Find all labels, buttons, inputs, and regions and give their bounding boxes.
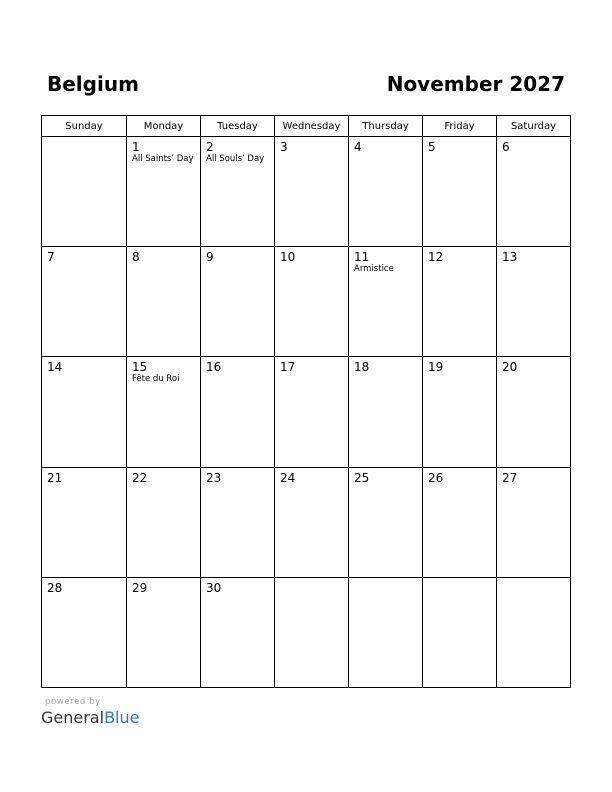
footer: [41, 697, 139, 728]
day-number: 13: [502, 250, 518, 265]
day-number: 8: [132, 250, 140, 265]
weekday-header-row: [42, 116, 571, 137]
holiday-label: Armistice: [354, 264, 394, 275]
day-number: [275, 578, 348, 581]
day-number: 30: [206, 580, 222, 595]
day-number: 17: [280, 360, 296, 375]
day-cell: [275, 357, 349, 467]
day-number: 18: [354, 360, 370, 375]
day-number: 19: [428, 360, 444, 375]
weekday-header: Tuesday: [201, 116, 275, 137]
day-cell: [349, 247, 423, 357]
day-cell: [275, 577, 349, 687]
day-cell: [349, 467, 423, 577]
day-number: 11: [354, 250, 370, 265]
day-cell: [201, 577, 275, 687]
day-number: 2: [206, 140, 214, 154]
country-title: Belgium: [47, 72, 139, 96]
day-cell: [275, 467, 349, 577]
day-cell: [201, 357, 275, 467]
day-cell: [497, 357, 571, 467]
day-number: 26: [428, 470, 444, 485]
day-cell: [42, 467, 127, 577]
day-number: 4: [354, 140, 362, 154]
day-number: 27: [502, 470, 518, 485]
weekday-header: Wednesday: [275, 116, 349, 137]
day-cell: [127, 137, 201, 247]
holiday-label: Fête du Roi: [132, 374, 180, 385]
day-number: 14: [47, 360, 63, 375]
day-number: 16: [206, 360, 222, 375]
day-cell: [275, 137, 349, 247]
day-number: 23: [206, 470, 222, 485]
day-number: 5: [428, 140, 436, 154]
holiday-label: All Saints’ Day: [132, 154, 194, 164]
day-number: [423, 578, 496, 581]
day-number: 24: [280, 470, 296, 485]
day-cell: [497, 137, 571, 247]
day-cell: [349, 137, 423, 247]
day-cell: [349, 357, 423, 467]
weekday-header: Monday: [127, 116, 201, 137]
week-row: [42, 467, 571, 577]
day-number: 3: [280, 140, 288, 154]
day-cell: [127, 357, 201, 467]
day-cell: [127, 467, 201, 577]
day-cell: [275, 247, 349, 357]
logo-word-blue: Blue: [104, 708, 140, 727]
day-number: 10: [280, 250, 296, 265]
day-cell: [423, 137, 497, 247]
day-cell: [349, 577, 423, 687]
day-number: 20: [502, 360, 518, 375]
holiday-label: All Souls’ Day: [206, 154, 265, 164]
day-cell: [497, 577, 571, 687]
day-cell: [423, 247, 497, 357]
day-number: 7: [47, 250, 55, 265]
day-cell: [423, 357, 497, 467]
day-cell: [201, 467, 275, 577]
month-title: November 2027: [386, 72, 565, 96]
week-row: [42, 357, 571, 467]
day-number: 29: [132, 580, 148, 595]
day-number: 12: [428, 250, 444, 265]
logo-word-general: General: [41, 708, 105, 727]
powered-by-text: powered by: [45, 697, 101, 707]
day-cell: [423, 577, 497, 687]
week-row: [42, 247, 571, 357]
day-cell: [42, 357, 127, 467]
day-number: 6: [502, 140, 510, 154]
day-number: 1: [132, 140, 140, 154]
calendar-grid: [41, 115, 571, 688]
weekday-header: Friday: [423, 116, 497, 137]
weekday-header: Saturday: [497, 116, 571, 137]
day-cell: [423, 467, 497, 577]
day-cell: [201, 247, 275, 357]
day-cell: [127, 247, 201, 357]
day-number: 28: [47, 580, 63, 595]
day-cell: [42, 247, 127, 357]
day-cell: [42, 577, 127, 687]
day-number: 21: [47, 470, 63, 485]
day-cell: [127, 577, 201, 687]
day-number: [497, 578, 570, 581]
week-row: [42, 137, 571, 247]
generalblue-logo[interactable]: [41, 708, 139, 728]
day-number: 25: [354, 470, 370, 485]
day-cell: [497, 467, 571, 577]
day-cell: [42, 137, 127, 247]
weekday-header: Sunday: [42, 116, 127, 137]
weekday-header: Thursday: [349, 116, 423, 137]
day-number: 9: [206, 250, 214, 265]
day-number: [349, 578, 422, 581]
day-number: [42, 137, 126, 140]
day-number: 15: [132, 360, 148, 375]
day-cell: [497, 247, 571, 357]
day-cell: [201, 137, 275, 247]
day-number: 22: [132, 470, 148, 485]
week-row: [42, 577, 571, 687]
